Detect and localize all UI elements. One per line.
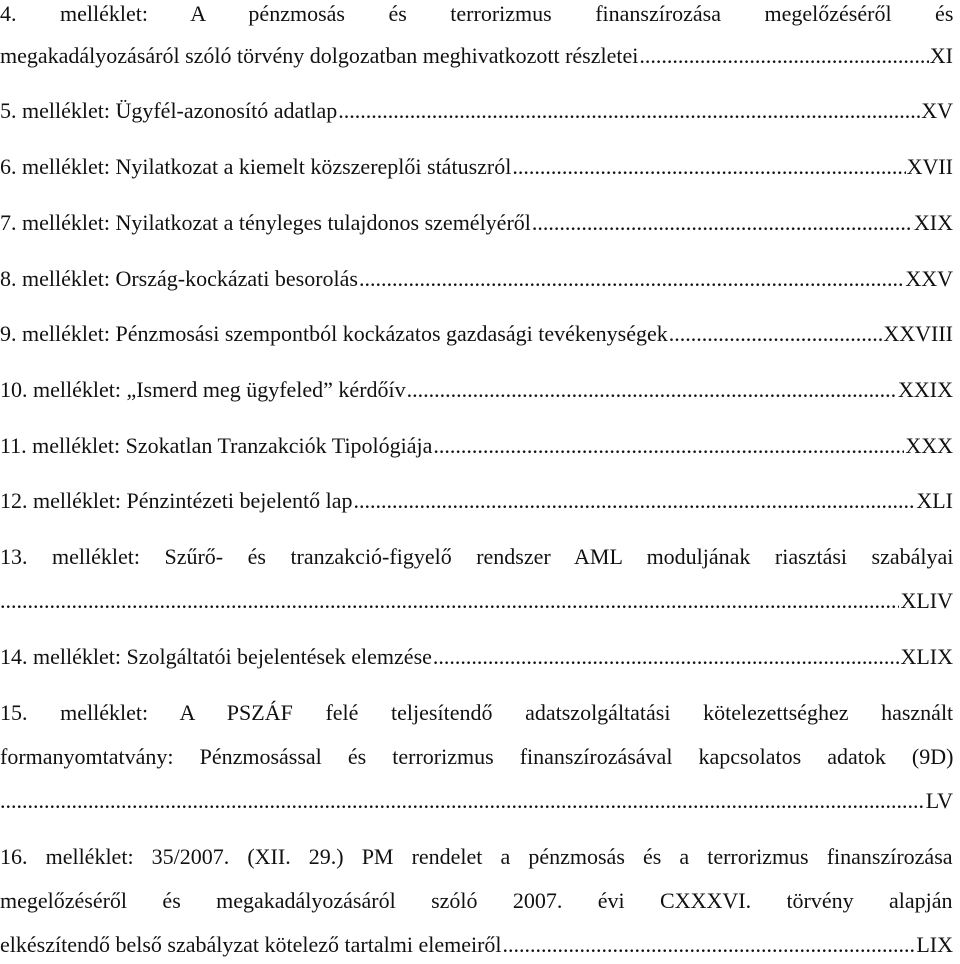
toc-line: [0, 843, 953, 871]
toc-page-number: XXX: [905, 433, 953, 458]
toc-entry-12[interactable]: [0, 487, 953, 515]
toc-entry-text: 12. melléklet: Pénzintézeti bejelentő lap: [0, 488, 353, 513]
toc-page-number: XXIX: [898, 377, 953, 402]
dot-leader: [359, 265, 904, 293]
toc-entry-text: megelőzéséről és megakadályozásáról szóló 2007. évi CXXXVI. törvény alapján: [0, 888, 953, 913]
toc-entry-text: 9. melléklet: Pénzmosási szempontból kockázatos gazdasági tevékenységek: [0, 321, 668, 346]
toc-entry-10[interactable]: [0, 376, 953, 404]
dot-leader: [669, 320, 883, 348]
toc-entry-5[interactable]: [0, 97, 953, 125]
toc-page-number: LIX: [916, 932, 953, 957]
dot-leader: [407, 376, 897, 404]
toc-entry-text: 4. melléklet: A pénzmosás és terrorizmus finanszírozása megelőzéséről és: [0, 1, 954, 26]
toc-entry-text: 7. melléklet: Nyilatkozat a tényleges tulajdonos személyéről: [0, 210, 531, 235]
toc-page-number: XLI: [916, 488, 953, 513]
toc-page-number: XLIX: [900, 644, 953, 669]
toc-entry-16[interactable]: [0, 931, 953, 959]
toc-entry-7[interactable]: [0, 209, 953, 237]
toc-page-number: XLIV: [900, 588, 953, 613]
toc-line: [0, 543, 953, 571]
dot-leader: [0, 587, 899, 615]
dot-leader: [433, 432, 904, 460]
toc-entry-13[interactable]: [0, 587, 953, 615]
dot-leader: [0, 787, 925, 815]
toc-entry-text: 10. melléklet: „Ismerd meg ügyfeled” kérdőív: [0, 377, 406, 402]
toc-page-number: XV: [921, 98, 953, 123]
toc-entry-text: 6. melléklet: Nyilatkozat a kiemelt közszereplői státuszról: [0, 154, 512, 179]
toc-page-number: XVII: [906, 154, 953, 179]
dot-leader: [338, 97, 920, 125]
toc-page-number: XXVIII: [883, 321, 953, 346]
toc-page-number: XXV: [905, 266, 953, 291]
dot-leader: [503, 931, 916, 959]
toc-entry-8[interactable]: [0, 265, 953, 293]
toc-entry-text: 16. melléklet: 35/2007. (XII. 29.) PM rendelet a pénzmosás és a terrorizmus finanszírozása: [0, 844, 953, 869]
dot-leader: [433, 643, 900, 671]
dot-leader: [353, 487, 915, 515]
toc-entry-text: formanyomtatvány: Pénzmosással és terrorizmus finanszírozásával kapcsolatos adatok (9D): [0, 744, 954, 769]
toc-entry-text: elkészítendő belső szabályzat kötelező tartalmi elemeiről: [0, 932, 502, 957]
dot-leader: [512, 153, 905, 181]
dot-leader: [532, 209, 913, 237]
toc-entry-text: 11. melléklet: Szokatlan Tranzakciók Tipológiája: [0, 433, 433, 458]
toc-page-number: XIX: [913, 210, 953, 235]
toc-page-number: XI: [929, 43, 953, 68]
toc-entry-4[interactable]: [0, 42, 953, 70]
toc-line: [0, 743, 953, 771]
toc-entry-6[interactable]: [0, 153, 953, 181]
toc-entry-11[interactable]: [0, 432, 953, 460]
toc-entry-9[interactable]: [0, 320, 953, 348]
toc-entry-text: 15. melléklet: A PSZÁF felé teljesítendő adatszolgáltatási kötelezettséghez használt: [0, 700, 954, 725]
toc-entry-text: 5. melléklet: Ügyfél-azonosító adatlap: [0, 98, 338, 123]
toc-line: [0, 699, 953, 727]
toc-entry-text: 8. melléklet: Ország-kockázati besorolás: [0, 266, 358, 291]
toc-line: [0, 0, 953, 28]
toc-entry-text: megakadályozásáról szóló törvény dolgozatban meghivatkozott részletei: [0, 43, 639, 68]
toc-entry-text: 13. melléklet: Szűrő- és tranzakció-figyelő rendszer AML moduljának riasztási szabályai: [0, 544, 954, 569]
dot-leader: [639, 42, 928, 70]
toc-line: [0, 887, 953, 915]
toc-entry-15[interactable]: [0, 787, 953, 815]
toc-entry-text: 14. melléklet: Szolgáltatói bejelentések elemzése: [0, 644, 432, 669]
toc-page-number: LV: [925, 788, 953, 813]
toc-entry-14[interactable]: [0, 643, 953, 671]
